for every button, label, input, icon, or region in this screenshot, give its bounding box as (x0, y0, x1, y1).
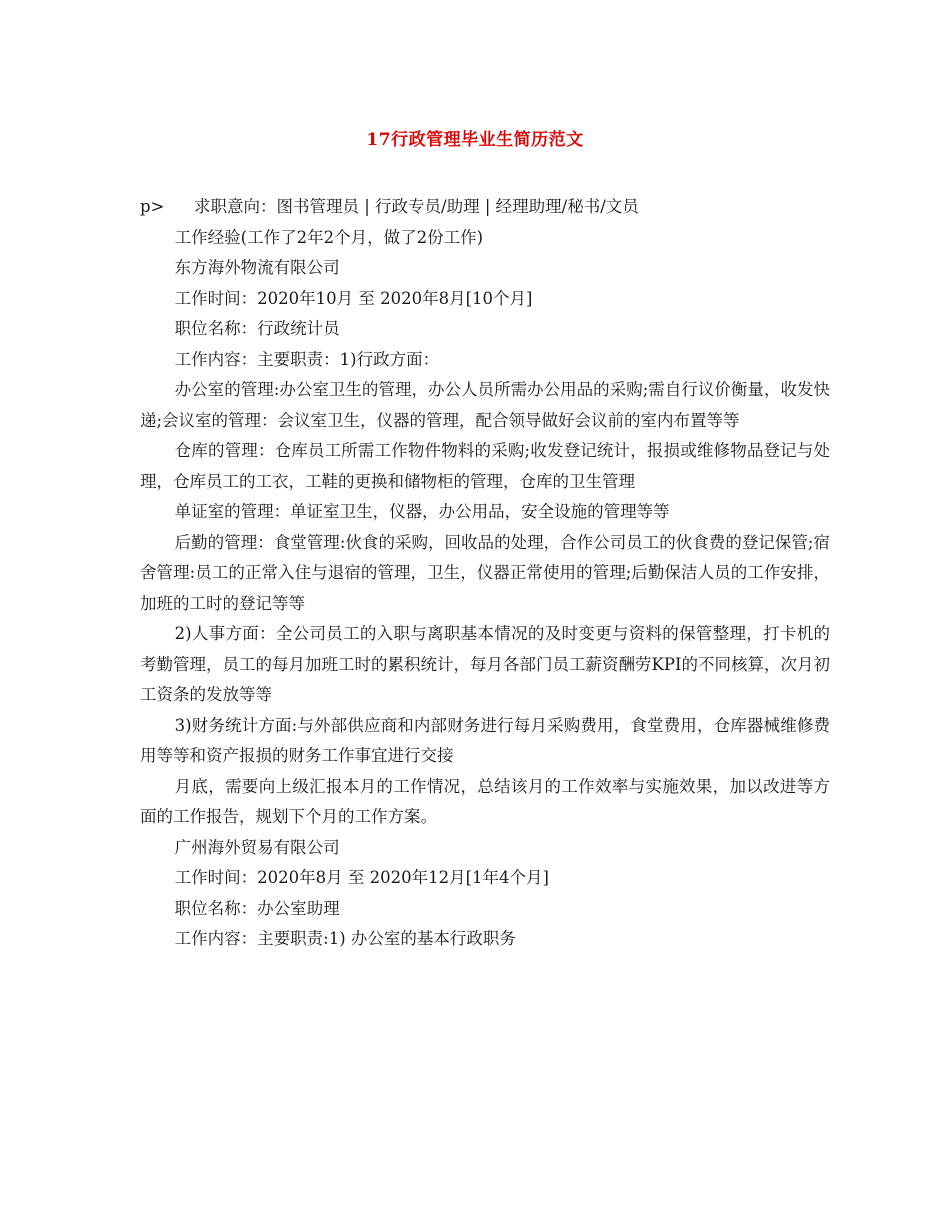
job-intention-text: 求职意向：图书管理员 | 行政专员/助理 | 经理助理/秘书/文员 (194, 197, 639, 216)
document-body (140, 192, 830, 955)
paragraph: 职位名称：办公室助理 (174, 898, 340, 918)
paragraph: 月底，需要向上级汇报本月的工作情况，总结该月的工作效率与实施效果，加以改进等方面的工作报告，规划下个月的工作方案。 (140, 776, 830, 826)
line-prefix: p> (140, 197, 165, 216)
paragraph: 办公室的管理:办公室卫生的管理，办公人员所需办公用品的采购;需自行议价衡量，收发快递;会议室的管理：会议室卫生，仪器的管理，配合领导做好会议前的室内布置等等 (140, 380, 830, 430)
job-intention-line (140, 192, 830, 223)
paragraph: 工作内容：主要职责：1)行政方面： (174, 349, 440, 369)
paragraph: 后勤的管理：食堂管理:伙食的采购，回收品的处理，合作公司员工的伙食费的登记保管;宿舍管理:员工的正常入住与退宿的管理，卫生，仪器正常使用的管理;后勤保洁人员的工作安排，加班的工时的登记等等 (140, 532, 830, 613)
paragraph: 2)人事方面：全公司员工的入职与离职基本情况的及时变更与资料的保管整理，打卡机的考勤管理，员工的每月加班工时的累积统计，每月各部门员工薪资酬劳KPI的不同核算，次月初工资条的发放等等 (140, 624, 830, 704)
paragraph: 单证室的管理：单证室卫生，仪器，办公用品，安全设施的管理等等 (174, 502, 670, 521)
paragraph: 仓库的管理：仓库员工所需工作物件物料的采购;收发登记统计，报损或维修物品登记与处理，仓库员工的工衣，工鞋的更换和储物柜的管理，仓库的卫生管理 (140, 441, 830, 491)
paragraph: 东方海外物流有限公司 (174, 258, 340, 277)
paragraph: 工作经验(工作了2年2个月，做了2份工作) (174, 227, 484, 247)
paragraph: 职位名称：行政统计员 (174, 319, 340, 338)
paragraph: 工作时间：2020年10月 至 2020年8月[10个月] (174, 288, 533, 308)
paragraph: 工作内容：主要职责:1) 办公室的基本行政职务 (174, 929, 516, 948)
paragraph: 工作时间：2020年8月 至 2020年12月[1年4个月] (174, 868, 549, 887)
paragraph: 3)财务统计方面:与外部供应商和内部财务进行每月采购费用，食堂费用，仓库器械维修费用等等和资产报损的财务工作事宜进行交接 (140, 715, 830, 765)
document-title: 17行政管理毕业生简历范文 (366, 130, 584, 150)
paragraph: 广州海外贸易有限公司 (174, 837, 340, 857)
